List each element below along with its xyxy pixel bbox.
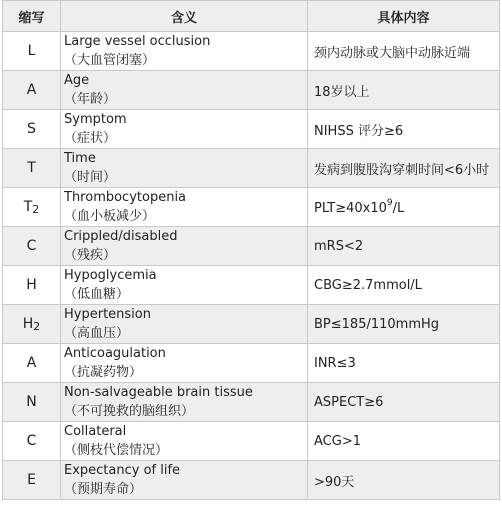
table-row [3, 110, 500, 149]
abbr-cell [3, 110, 61, 149]
criteria-table [2, 0, 500, 500]
content-cell [308, 422, 500, 461]
abbr-cell [3, 32, 61, 71]
table-body [3, 32, 500, 500]
content-text: >90天 [314, 474, 355, 490]
abbr-letter: A [26, 82, 37, 98]
content-cell [308, 266, 500, 305]
abbr-subscript: 2 [33, 319, 41, 333]
content-cell [308, 461, 500, 500]
content-cell [308, 227, 500, 266]
meaning-chinese: （高血压） [64, 326, 130, 341]
abbr-letter: S [27, 121, 36, 137]
meaning-cell [61, 383, 308, 422]
abbr-letter: C [26, 238, 37, 254]
meaning-cell [61, 71, 308, 110]
meaning-cell [61, 32, 308, 71]
meaning-cell [61, 422, 308, 461]
meaning-cell [61, 305, 308, 344]
abbr-cell [3, 383, 61, 422]
meaning-chinese: （抗凝药物） [64, 365, 143, 380]
meaning-cell [61, 227, 308, 266]
abbr-cell [3, 461, 61, 500]
abbr-subscript: 2 [32, 202, 40, 216]
meaning-english: Expectancy of life [64, 463, 181, 478]
content-text: ASPECT≥6 [314, 394, 384, 410]
meaning-chinese: （症状） [64, 131, 117, 146]
meaning-chinese: （大血管闭塞） [64, 53, 156, 68]
content-cell [308, 344, 500, 383]
content-text: 18岁以上 [314, 84, 370, 100]
table-row [3, 227, 500, 266]
meaning-english: Age [64, 73, 90, 88]
abbr-cell [3, 305, 61, 344]
meaning-chinese: （不可挽救的脑组织） [64, 404, 195, 419]
meaning-chinese: （年龄） [64, 92, 117, 107]
content-superscript: 9 [386, 198, 393, 208]
header-abbr: 缩写 [3, 1, 61, 32]
content-cell [308, 383, 500, 422]
content-text: INR≤3 [314, 355, 356, 371]
abbr-cell [3, 422, 61, 461]
table-row [3, 305, 500, 344]
abbr-letter: L [27, 43, 36, 59]
abbr-letter: C [26, 433, 37, 449]
header-row [3, 1, 500, 32]
meaning-english: Thrombocytopenia [64, 190, 187, 205]
table-row [3, 32, 500, 71]
meaning-chinese: （低血糖） [64, 287, 130, 302]
meaning-english: Anticoagulation [64, 346, 166, 361]
content-text: NIHSS 评分≥6 [314, 123, 404, 139]
abbr-letter: A [26, 355, 37, 371]
content-text: mRS<2 [314, 238, 364, 254]
abbr-cell [3, 344, 61, 383]
content-cell [308, 71, 500, 110]
content-cell [308, 32, 500, 71]
abbr-cell [3, 71, 61, 110]
abbr-letter: N [26, 394, 37, 410]
abbr-cell [3, 266, 61, 305]
abbr-cell [3, 227, 61, 266]
meaning-cell [61, 110, 308, 149]
table-row [3, 266, 500, 305]
content-cell [308, 110, 500, 149]
meaning-english: Time [64, 151, 96, 166]
table-row [3, 383, 500, 422]
meaning-english: Non-salvageable brain tissue [64, 385, 253, 400]
table-row [3, 71, 500, 110]
meaning-cell [61, 188, 308, 227]
table-row [3, 461, 500, 500]
meaning-english: Large vessel occlusion [64, 34, 211, 49]
meaning-english: Hypoglycemia [64, 268, 157, 283]
abbr-letter: E [27, 472, 36, 488]
meaning-english: Crippled/disabled [64, 229, 178, 244]
meaning-chinese: （残疾） [64, 248, 117, 263]
meaning-cell [61, 344, 308, 383]
header-content: 具体内容 [308, 1, 500, 32]
table-row [3, 188, 500, 227]
meaning-chinese: （侧枝代偿情况） [64, 443, 169, 458]
abbr-letter: T [23, 198, 33, 215]
abbr-cell [3, 188, 61, 227]
meaning-english: Hypertension [64, 307, 151, 322]
header-meaning: 含义 [61, 1, 308, 32]
meaning-cell [61, 149, 308, 188]
content-text: PLT≥40x10 [314, 201, 387, 216]
meaning-cell [61, 461, 308, 500]
abbr-letter: H [22, 315, 34, 332]
meaning-english: Collateral [64, 424, 127, 439]
content-text: CBG≥2.7mmol/L [314, 277, 422, 293]
meaning-english: Symptom [64, 112, 127, 127]
content-cell [308, 305, 500, 344]
meaning-chinese: （预期寿命） [64, 482, 143, 497]
meaning-chinese: （时间） [64, 170, 117, 185]
abbr-letter: T [27, 160, 36, 176]
content-text: BP≤185/110mmHg [314, 316, 440, 332]
abbr-letter: H [26, 277, 37, 293]
abbr-cell [3, 149, 61, 188]
table-row [3, 344, 500, 383]
content-text: ACG>1 [314, 433, 361, 449]
content-unit: /L [392, 201, 405, 216]
table-row [3, 422, 500, 461]
meaning-chinese: （血小板减少） [64, 209, 156, 224]
table-row [3, 149, 500, 188]
meaning-cell [61, 266, 308, 305]
content-cell [308, 188, 500, 227]
content-text: 颈内动脉或大脑中动脉近端 [314, 45, 471, 61]
content-text: 发病到腹股沟穿刺时间<6小时 [314, 162, 490, 178]
content-cell [308, 149, 500, 188]
